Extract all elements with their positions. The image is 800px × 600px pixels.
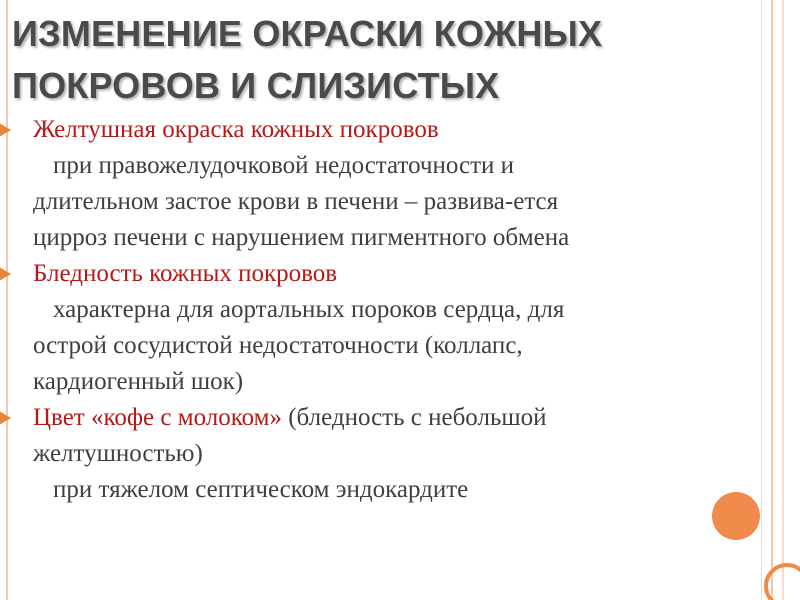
- slide-title: [12, 8, 732, 112]
- slide-content: [33, 112, 768, 508]
- bullet-description-line: при правожелудочковой недостаточности и: [53, 152, 515, 179]
- right-frame-line: [782, 0, 784, 600]
- left-decorative-line: [6, 0, 8, 600]
- bullet-description-line: желтушностью): [33, 440, 203, 467]
- bullet-item-pallor: [33, 256, 768, 400]
- bullet-heading: Цвет «кофе с молоком»: [33, 404, 282, 431]
- bullet-description-line: острой сосудистой недостаточности (коллапс,: [33, 332, 523, 359]
- bullet-item-cafe-au-lait: [33, 400, 768, 508]
- orange-triangle-bullet-icon: [0, 123, 11, 137]
- slide-title-line-2: ПОКРОВОВ И СЛИЗИСТЫХ: [12, 65, 500, 106]
- bullet-item-jaundice: [33, 112, 768, 256]
- bullet-heading-line: [33, 400, 768, 436]
- orange-triangle-bullet-icon: [0, 411, 11, 425]
- bullet-description-line: характерна для аортальных пороков сердца, для: [53, 296, 565, 323]
- bullet-heading: Бледность кожных покровов: [33, 260, 338, 287]
- bullet-description-line: кардиогенный шок): [33, 368, 244, 395]
- bullet-heading: Желтушная окраска кожных покровов: [33, 116, 439, 143]
- bullet-description-line: при тяжелом септическом эндокардите: [53, 476, 469, 503]
- orange-triangle-bullet-icon: [0, 267, 11, 281]
- bullet-description-line: длительном застое крови в печени – развива-ется: [33, 188, 559, 215]
- right-frame-line: [771, 0, 773, 600]
- bullet-heading-suffix: (бледность с небольшой: [281, 404, 547, 431]
- bullet-description-line: цирроз печени с нарушением пигментного обмена: [33, 224, 570, 251]
- slide-title-line-1: ИЗМЕНЕНИЕ ОКРАСКИ КОЖНЫХ: [12, 13, 603, 54]
